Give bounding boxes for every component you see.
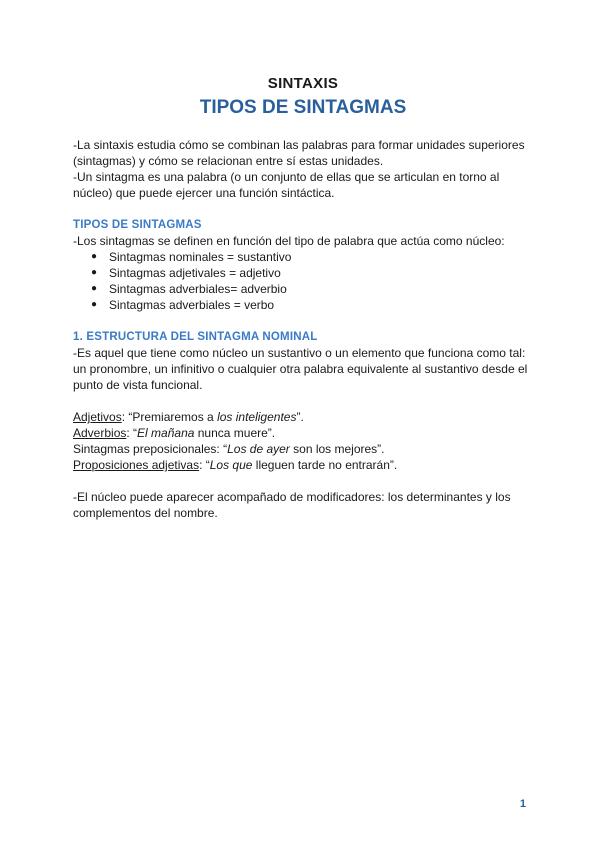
types-list — [73, 249, 533, 313]
types-section — [73, 217, 533, 313]
intro-paragraph-1: -La sintaxis estudia cómo se combinan las palabras para formar unidades superiores (sintagmas) y cómo se relacionan entre sí estas unidades. — [73, 138, 525, 168]
example-italic: Los de ayer — [227, 442, 290, 456]
intro-paragraph-2: -Un sintagma es una palabra (o un conjunto de ellas que se articulan en torno al núcleo) que puede ejercer una función sintáctica. — [73, 170, 500, 200]
list-item-text: Sintagmas adverbiales = verbo — [109, 298, 275, 312]
example-end: lleguen tarde no entrarán”. — [252, 458, 398, 472]
document-page — [73, 74, 533, 521]
closing-paragraph: -El núcleo puede aparecer acompañado de modificadores: los determinantes y los complementos del nombre. — [73, 490, 511, 520]
types-lead: -Los sintagmas se definen en función del tipo de palabra que actúa como núcleo: — [73, 234, 505, 248]
bullet-icon: ● — [91, 251, 98, 262]
intro-section — [73, 137, 533, 201]
example-label: Adjetivos — [73, 410, 122, 424]
example-label: Sintagmas preposicionales — [73, 442, 217, 456]
structure-paragraph: -Es aquel que tiene como núcleo un sustantivo o un elemento que funciona como tal: un pronombre, un infinitivo o cualquier otra palabra equivalente al sustantivo desde el punto de vista funcional. — [73, 346, 528, 392]
example-separator: : “ — [216, 442, 228, 456]
closing-section — [73, 489, 533, 521]
example-separator: : “ — [126, 426, 138, 440]
example-row-preposicionales — [73, 441, 533, 457]
example-row-adverbios — [73, 425, 533, 441]
structure-heading: 1. ESTRUCTURA DEL SINTAGMA NOMINAL — [73, 331, 318, 343]
types-heading: TIPOS DE SINTAGMAS — [73, 219, 202, 231]
example-end: son los mejores”. — [289, 442, 385, 456]
bullet-icon: ● — [91, 299, 98, 310]
example-separator: : “Premiaremos a — [121, 410, 218, 424]
document-subtitle: TIPOS DE SINTAGMAS — [199, 97, 407, 118]
bullet-icon: ● — [91, 267, 98, 278]
example-label: Adverbios — [73, 426, 127, 440]
example-italic: Los que — [209, 458, 253, 472]
list-item — [91, 297, 533, 313]
structure-section — [73, 329, 533, 393]
example-row-proposiciones — [73, 457, 533, 473]
example-separator: : “ — [199, 458, 210, 472]
list-item-text: Sintagmas adjetivales = adjetivo — [109, 266, 281, 280]
list-item — [91, 265, 533, 281]
example-end: ”. — [296, 410, 304, 424]
example-row-adjetivos — [73, 409, 533, 425]
document-title: SINTAXIS — [267, 75, 339, 92]
examples-block — [73, 409, 533, 473]
list-item-text: Sintagmas nominales = sustantivo — [109, 250, 292, 264]
list-item — [91, 249, 533, 265]
bullet-icon: ● — [91, 283, 98, 294]
list-item — [91, 281, 533, 297]
list-item-text: Sintagmas adverbiales= adverbio — [109, 282, 287, 296]
example-end: nunca muere”. — [194, 426, 276, 440]
example-label: Proposiciones adjetivas — [73, 458, 200, 472]
page-number: 1 — [519, 798, 526, 810]
example-italic: los inteligentes — [217, 410, 297, 424]
example-italic: El mañana — [137, 426, 195, 440]
